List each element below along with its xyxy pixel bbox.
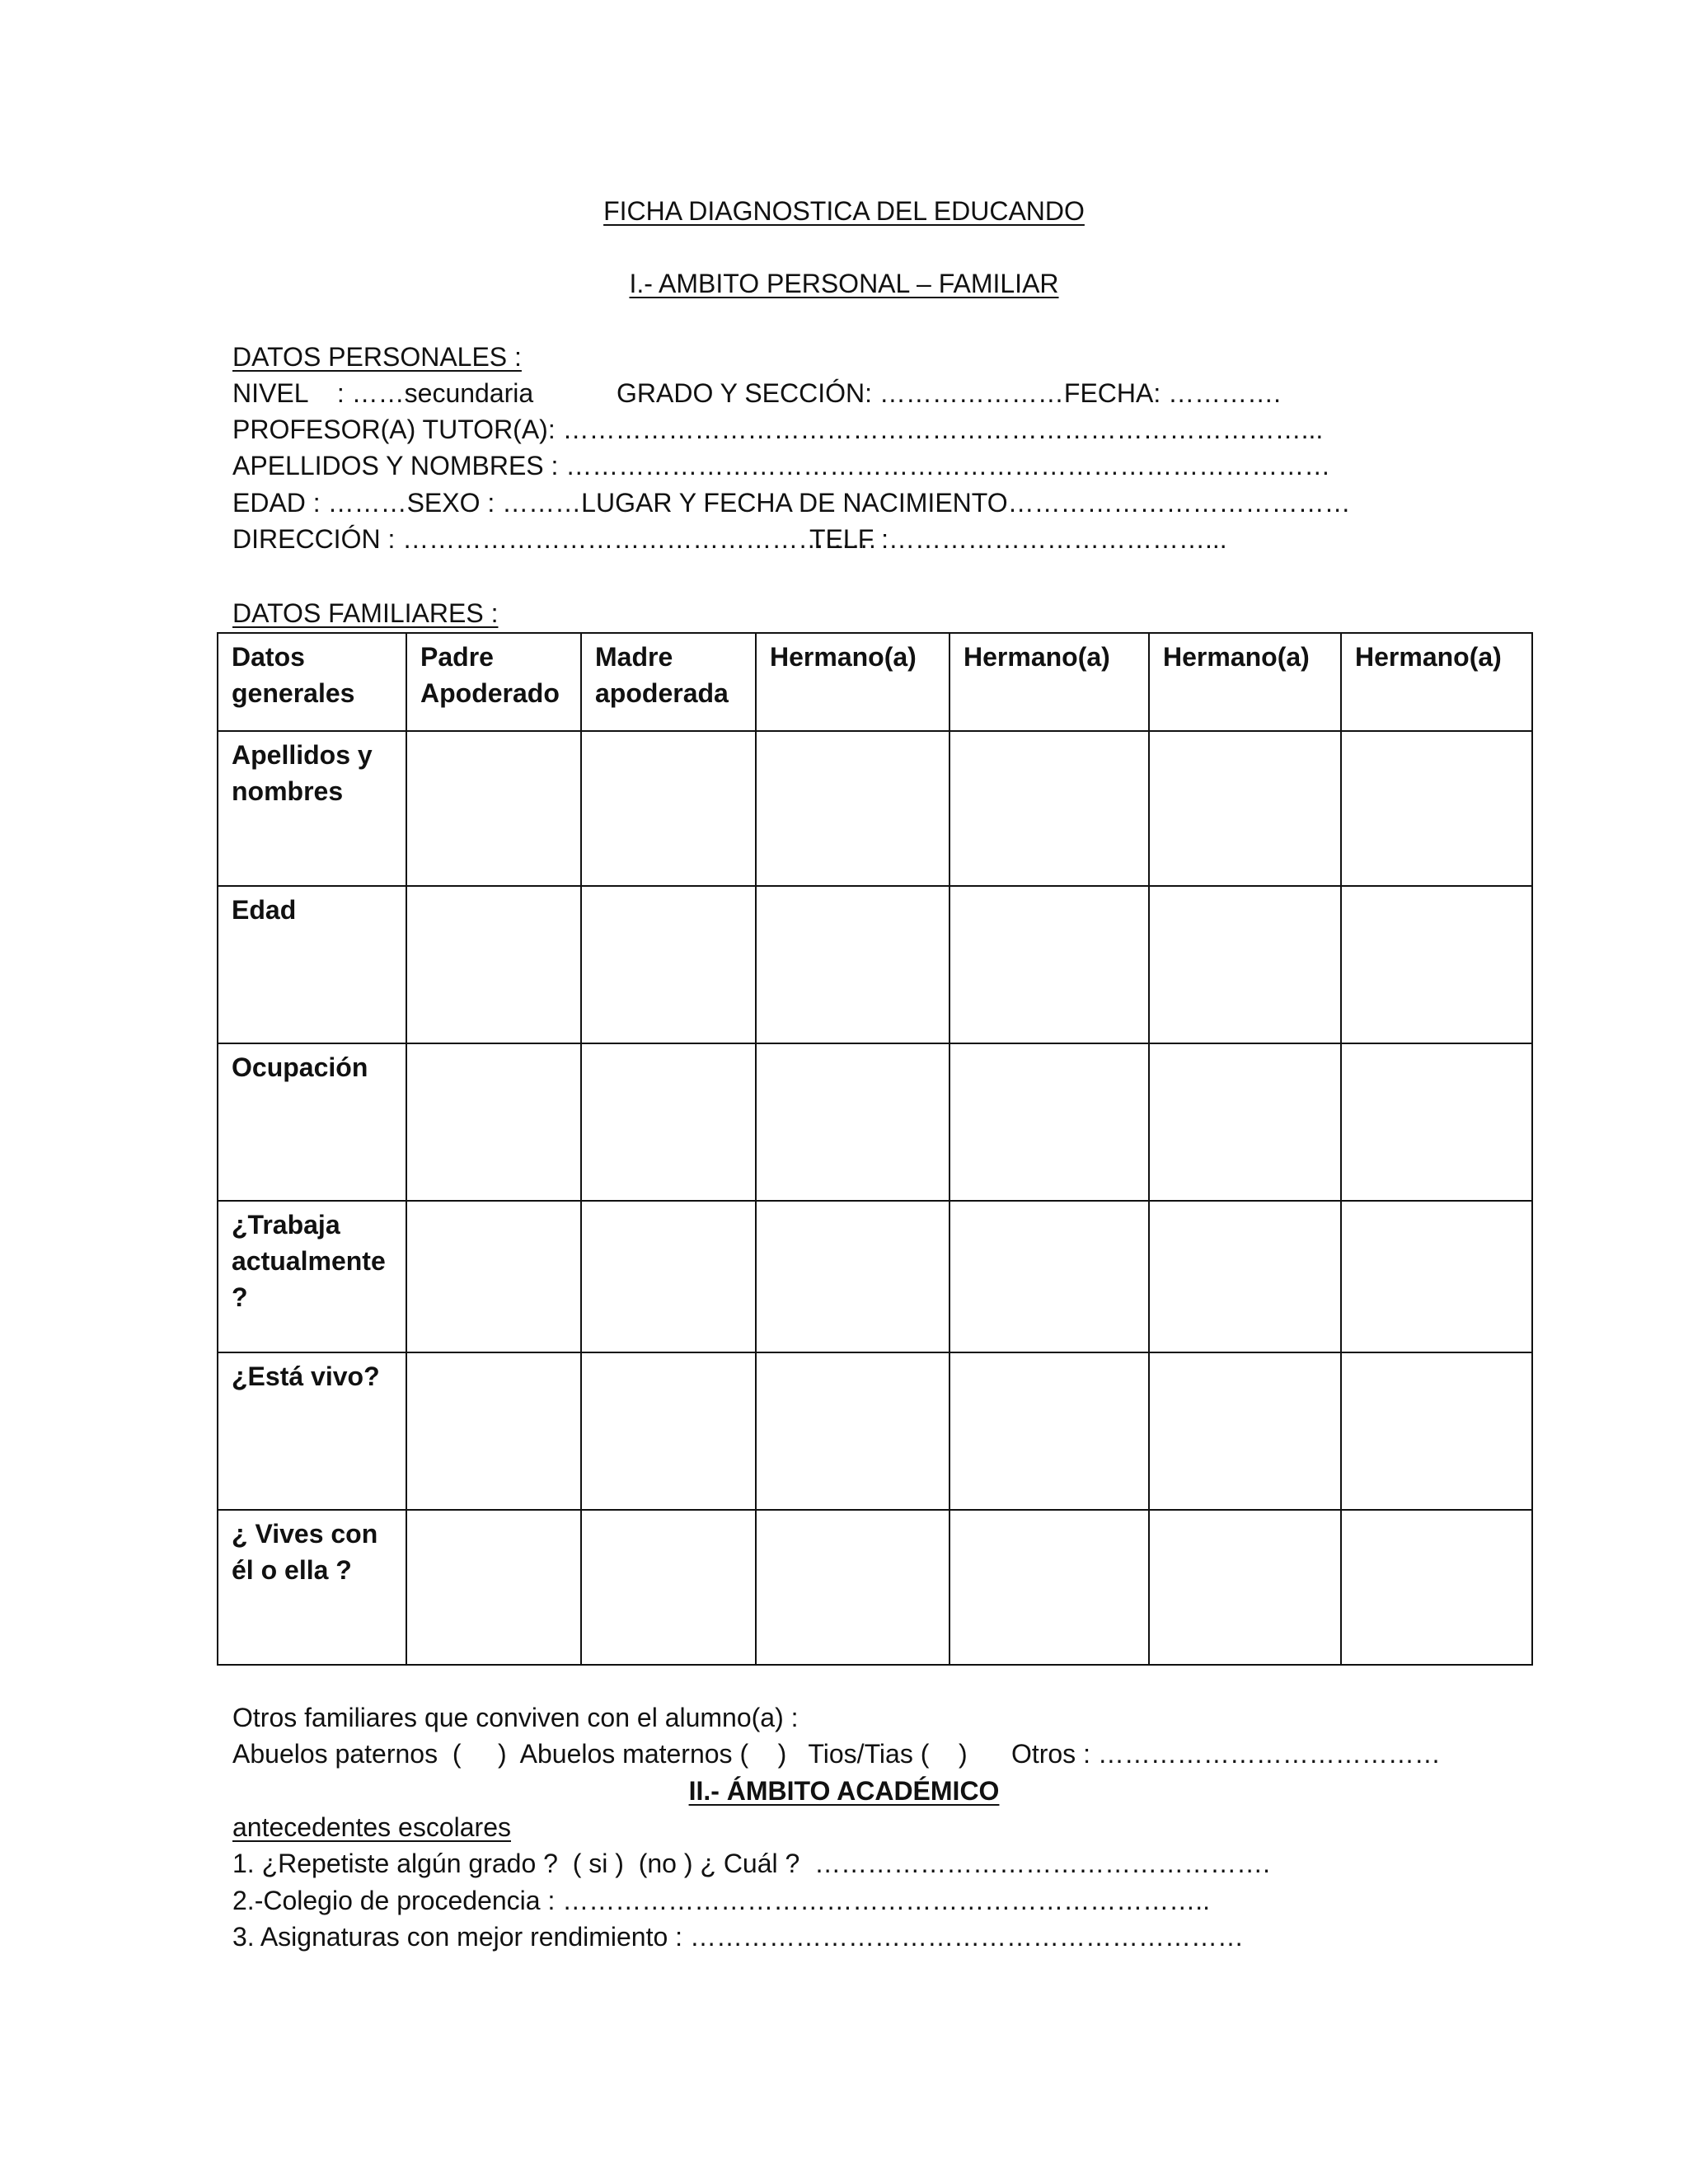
table-cell[interactable]	[1341, 886, 1532, 1043]
question-colegio-procedencia[interactable]: 2.-Colegio de procedencia : ………………………………………………………………..	[232, 1886, 1211, 1915]
table-cell[interactable]	[406, 1510, 581, 1665]
antecedentes-heading: antecedentes escolares	[232, 1812, 511, 1842]
table-cell[interactable]	[1149, 1352, 1341, 1510]
table-cell[interactable]	[581, 886, 756, 1043]
family-data-table	[217, 632, 1533, 1666]
table-cell[interactable]	[950, 1201, 1149, 1352]
datos-familiares-heading: DATOS FAMILIARES :	[232, 598, 499, 628]
column-header: Hermano(a)	[1149, 633, 1341, 731]
column-header: Madre apoderada	[581, 633, 756, 731]
row-label: ¿Está vivo?	[218, 1352, 406, 1510]
direccion-field[interactable]: DIRECCIÓN : ………………………………………………	[232, 524, 878, 554]
column-header: Datos generales	[218, 633, 406, 731]
table-cell[interactable]	[756, 886, 950, 1043]
table-row	[218, 1201, 1532, 1352]
table-row	[218, 731, 1532, 886]
table-cell[interactable]	[950, 1352, 1149, 1510]
table-cell[interactable]	[756, 1201, 950, 1352]
table-cell[interactable]	[1149, 1201, 1341, 1352]
edad-sexo-nacimiento-field[interactable]: EDAD : ………SEXO : ………LUGAR Y FECHA DE NACIMIENTO…………………………………	[232, 488, 1351, 518]
table-cell[interactable]	[406, 886, 581, 1043]
row-label: Ocupación	[218, 1043, 406, 1201]
row-label: Apellidos y nombres	[218, 731, 406, 886]
table-cell[interactable]	[406, 1043, 581, 1201]
table-cell[interactable]	[1341, 1201, 1532, 1352]
table-row	[218, 886, 1532, 1043]
table-cell[interactable]	[1341, 1352, 1532, 1510]
table-row	[218, 1510, 1532, 1665]
table-cell[interactable]	[581, 1043, 756, 1201]
column-header: Padre Apoderado	[406, 633, 581, 731]
row-label: Edad	[218, 886, 406, 1043]
nivel-field[interactable]: NIVEL : ……secundaria	[232, 378, 534, 408]
table-cell[interactable]	[406, 1352, 581, 1510]
apellidos-nombres-field[interactable]: APELLIDOS Y NOMBRES : ……………………………………………………………………………	[232, 451, 1331, 480]
table-cell[interactable]	[581, 1352, 756, 1510]
table-cell[interactable]	[581, 1201, 756, 1352]
table-cell[interactable]	[1341, 1043, 1532, 1201]
table-cell[interactable]	[950, 731, 1149, 886]
column-header: Hermano(a)	[756, 633, 950, 731]
table-cell[interactable]	[406, 1201, 581, 1352]
table-cell[interactable]	[1149, 731, 1341, 886]
table-row	[218, 1352, 1532, 1510]
profesor-tutor-field[interactable]: PROFESOR(A) TUTOR(A): …………………………………………………………………………...	[232, 415, 1324, 444]
table-cell[interactable]	[1149, 1043, 1341, 1201]
table-cell[interactable]	[756, 1043, 950, 1201]
otros-familiares-label: Otros familiares que conviven con el alumno(a) :	[232, 1703, 799, 1732]
datos-personales-heading: DATOS PERSONALES :	[232, 342, 522, 372]
table-cell[interactable]	[1149, 1510, 1341, 1665]
table-cell[interactable]	[950, 886, 1149, 1043]
column-header: Hermano(a)	[950, 633, 1149, 731]
form-title: FICHA DIAGNOSTICA DEL EDUCANDO	[603, 196, 1085, 226]
otros-familiares-options[interactable]: Abuelos paternos ( ) Abuelos maternos ( ) Tios/Tias ( ) Otros : …………………………………	[232, 1739, 1441, 1769]
table-cell[interactable]	[581, 1510, 756, 1665]
table-cell[interactable]	[950, 1043, 1149, 1201]
table-header-row	[218, 633, 1532, 731]
table-row	[218, 1043, 1532, 1201]
table-cell[interactable]	[950, 1510, 1149, 1665]
table-cell[interactable]	[581, 731, 756, 886]
table-cell[interactable]	[406, 731, 581, 886]
section-2-title: II.- ÁMBITO ACADÉMICO	[688, 1776, 1000, 1806]
grado-fecha-field[interactable]: GRADO Y SECCIÓN: …………………FECHA: ………….	[617, 378, 1282, 408]
row-label: ¿ Vives con él o ella ?	[218, 1510, 406, 1665]
question-asignaturas-rendimiento[interactable]: 3. Asignaturas con mejor rendimiento : ………………………………………………………	[232, 1922, 1244, 1952]
row-label: ¿Trabaja actualmente ?	[218, 1201, 406, 1352]
table-cell[interactable]	[756, 1352, 950, 1510]
telefono-field[interactable]: TELF :………………………………...	[809, 524, 1227, 554]
section-1-title: I.- AMBITO PERSONAL – FAMILIAR	[629, 269, 1059, 298]
column-header: Hermano(a)	[1341, 633, 1532, 731]
table-cell[interactable]	[756, 1510, 950, 1665]
table-cell[interactable]	[1341, 731, 1532, 886]
question-repetiste-grado[interactable]: 1. ¿Repetiste algún grado ? ( si ) (no ) ¿ Cuál ? …………………………………………….	[232, 1849, 1270, 1878]
table-cell[interactable]	[1341, 1510, 1532, 1665]
table-cell[interactable]	[756, 731, 950, 886]
table-cell[interactable]	[1149, 886, 1341, 1043]
